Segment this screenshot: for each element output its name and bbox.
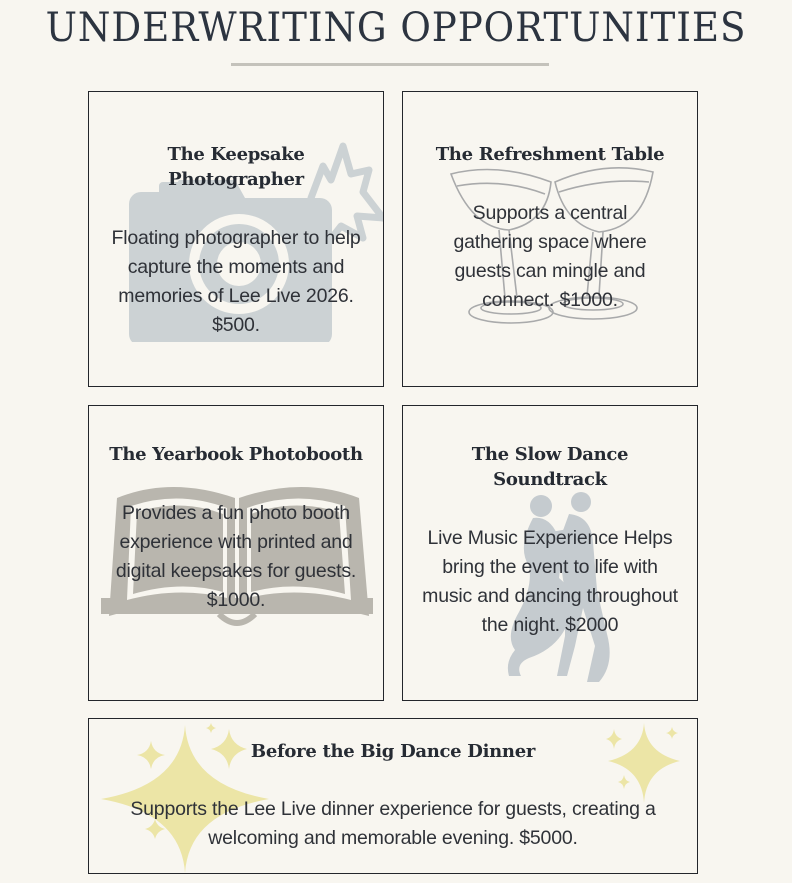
card-before-the-big-dance-dinner bbox=[88, 718, 698, 874]
card-description: Supports the Lee Live dinner experience for guests, creating a welcoming and memorable evening. $5000. bbox=[130, 798, 656, 849]
card-title: Before the Big Dance Dinner bbox=[250, 741, 536, 762]
card-keepsake-photographer bbox=[88, 91, 384, 387]
card-title: The Slow Dance Soundtrack bbox=[471, 444, 629, 490]
card-yearbook-photobooth bbox=[88, 405, 384, 701]
card-title: The Keepsake Photographer bbox=[167, 144, 305, 190]
card-description: Provides a fun photo booth experience with printed and digital keepsakes for guests. $1000. bbox=[115, 502, 357, 611]
card-title: The Yearbook Photobooth bbox=[109, 444, 363, 465]
title-divider bbox=[231, 63, 549, 66]
card-description: Supports a central gathering space where guests can mingle and connect. $1000. bbox=[453, 202, 647, 311]
card-slow-dance-soundtrack bbox=[402, 405, 698, 701]
card-title: The Refreshment Table bbox=[435, 144, 665, 165]
card-description: Floating photographer to help capture the moments and memories of Lee Live 2026. $500. bbox=[111, 227, 361, 336]
page-title: UNDERWRITING OPPORTUNITIES bbox=[45, 5, 747, 51]
card-refreshment-table bbox=[402, 91, 698, 387]
card-description: Live Music Experience Helps bring the event to life with music and dancing throughout the night. $2000 bbox=[422, 527, 678, 636]
